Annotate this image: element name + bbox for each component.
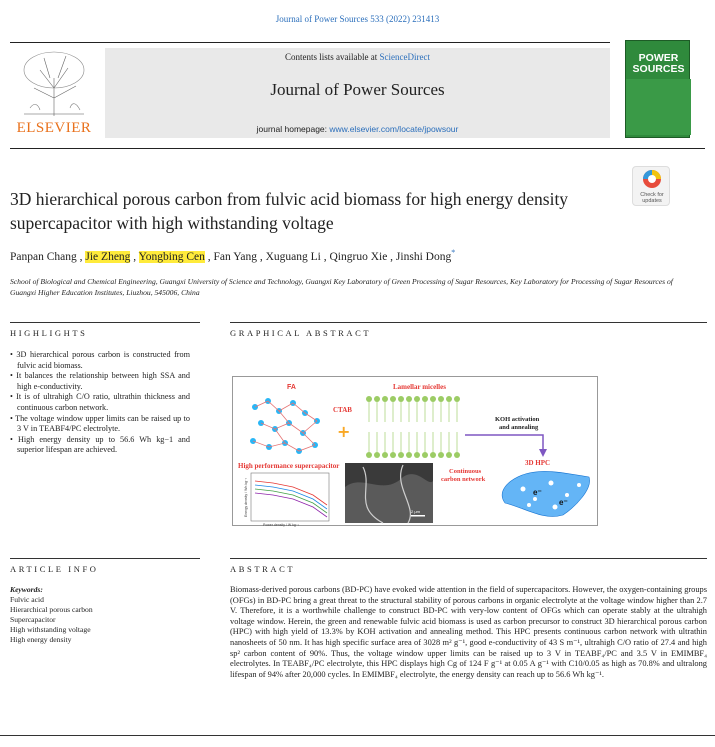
abstract-text: Biomass-derived porous carbons (BD-PC) have evoked wide attention in the field of supercapacitors. However, the oxygen-containing groups (OFGs) in BD-PC bring a great threat to the structural stability of porous carbons in organic electrolyte at the voltage window higher than 2.7 V. Therefore, it is a worthwhile challenge to construct BD-PC with very-low content of OFGs which can operate stably at the ultrahigh voltage window. Herein, the green and renewable fulvic acid biomass is used as carbon precursor to construct 3D hierarchical porous carbon (HPC) with high yield of 13.3% by KOH activation and annealing method. This HPC presents continuous carbon network with ultrathin nanosheets of 50 nm. It has high specific surface area of 3028 m² g⁻¹, good e-conductivity of 43 S m⁻¹, ultrahigh C/O ratio of 27.4 and high sp² carbon content of 90%. Thus, the voltage window upper limits can be raised up to 3 V in TEABF₄/PC and 3.5 V in EMIMBF₄ electrolytes. In TEABF₄/PC electrolyte, this HPC displays high Cg of 124 F g⁻¹ at 0.05 A g⁻¹ with C10/0.05 as high as 70.8% and ultralong lifespan of 94% after 20,000 cycles. In EMIMBF₄ electrolyte, the energy density can reach up to 56.6 Wh kg⁻¹. [230,585,707,679]
lamellar-micelle-icon [366,396,460,458]
highlight-item: • High energy density up to 56.6 Wh kg−1 and superior lifespan are achieved. [10,434,190,455]
graphical-abstract-heading: GRAPHICAL ABSTRACT [230,328,372,338]
author-name[interactable]: Jie Zheng [85,250,131,263]
author-name[interactable]: Yongbing Cen [138,250,205,263]
plus-icon: + [337,422,351,441]
continuous-network-label [441,468,486,483]
article-info [10,585,200,645]
scale-label: 2 μm [411,509,420,514]
cover-title-line-2: SOURCES [632,63,685,75]
koh-label [495,416,541,431]
keyword-item: High withstanding voltage [10,625,91,634]
continuous-line-1: Continuous [449,468,482,475]
sciencedirect-link[interactable]: ScienceDirect [379,52,430,62]
author-separator: , [320,250,330,263]
keyword-item: Supercapacitor [10,615,56,624]
header-rule-bottom [10,148,705,149]
hpc-sheet-icon [502,471,589,516]
author-separator: , [130,250,139,263]
lamellar-label: Lamellar micelles [393,383,446,391]
homepage-link[interactable]: www.elsevier.com/locate/jpowsour [329,124,459,134]
author-name[interactable]: Xuguang Li [265,250,321,263]
author-separator: , [387,250,396,263]
author-name[interactable]: Panpan Chang [10,250,77,263]
performance-label: High performance supercapacitor [238,462,340,470]
header-rule-top [10,42,610,43]
article-info-heading: ARTICLE INFO [10,564,99,574]
keyword-item: Hierarchical porous carbon [10,605,93,614]
author-separator: , [204,250,214,263]
cover-title-line-1: POWER [638,52,679,64]
keyword-item: High energy density [10,635,72,644]
keyword-item: Fulvic acid [10,595,44,604]
journal-homepage [105,124,610,134]
highlights-heading: HIGHLIGHTS [10,328,88,338]
page-rule-bottom [0,735,715,736]
author-name[interactable]: Jinshi Dong [395,250,452,263]
abstract-rule [230,558,707,559]
elsevier-wordmark: ELSEVIER [16,120,92,136]
highlights-rule [10,322,200,323]
plot-x-label: Power density / W kg⁻¹ [263,523,299,527]
homepage-label: journal homepage: [256,124,330,134]
journal-title: Journal of Power Sources [270,80,445,99]
highlight-item: • The voltage window upper limits can be raised up to 3 V in TEABF4/PC electrolyte. [10,413,190,434]
article-info-rule [10,558,200,559]
check-updates-label: Check for updates [640,192,664,204]
journal-reference[interactable]: Journal of Power Sources 533 (2022) 231413 [275,14,440,24]
highlight-item: • It balances the relationship between high SSA and high e-conductivity. [10,371,190,391]
abstract-heading: ABSTRACT [230,564,296,574]
keywords-list [10,595,200,645]
author-separator: , [256,250,266,263]
electron-label-2: e⁻ [559,498,568,507]
contents-prefix: Contents lists available at [285,52,380,62]
graphical-abstract-image[interactable] [232,376,598,526]
highlights-list [10,350,190,456]
ctab-label: CTAB [333,406,352,414]
check-for-updates-badge[interactable] [632,166,670,206]
fa-label: FA [287,384,296,391]
energy-power-plot [244,473,329,527]
contents-line [105,52,610,62]
highlight-item: • It is of ultrahigh C/O ratio, ultrathin thickness and continuous carbon network. [10,392,190,412]
process-arrow [465,435,543,449]
sem-image [345,463,433,523]
cover-image-band [626,79,691,135]
continuous-line-2: carbon network [441,476,486,483]
check-updates-icon [633,167,671,191]
corresponding-author-icon[interactable]: * [451,248,456,257]
graphical-abstract-rule [230,322,707,323]
koh-line-1: KOH activation [495,416,540,423]
article-title: 3D hierarchical porous carbon from fulvic acid biomass for high energy density supercapacitor with high withstanding voltage [10,189,569,233]
author-list [10,248,700,263]
hpc-label: 3D HPC [525,459,551,467]
fa-molecule-icon [250,398,320,454]
highlight-item: • 3D hierarchical porous carbon is constructed from fulvic acid biomass. [10,350,190,370]
arrow-head-icon [539,449,547,457]
affiliation: School of Biological and Chemical Engineering, Guangxi University of Science and Technology, Guangxi Key Laboratory of Green Processing of Sugar Resources, Key Laboratory for Processing of Sugar Resources of Guangxi Higher Education Institutes, Liuzhou, 545006, China [10,277,673,297]
plot-y-label: Energy density / Wh kg⁻¹ [244,477,248,517]
keywords-heading: Keywords: [10,585,43,594]
electron-label-1: e⁻ [533,488,542,497]
author-name[interactable]: Fan Yang [213,250,257,263]
koh-line-2: and annealing [499,424,539,431]
author-name[interactable]: Qingruo Xie [329,250,388,263]
journal-cover[interactable] [625,40,690,138]
author-separator: , [76,250,86,263]
cover-title [626,53,691,75]
